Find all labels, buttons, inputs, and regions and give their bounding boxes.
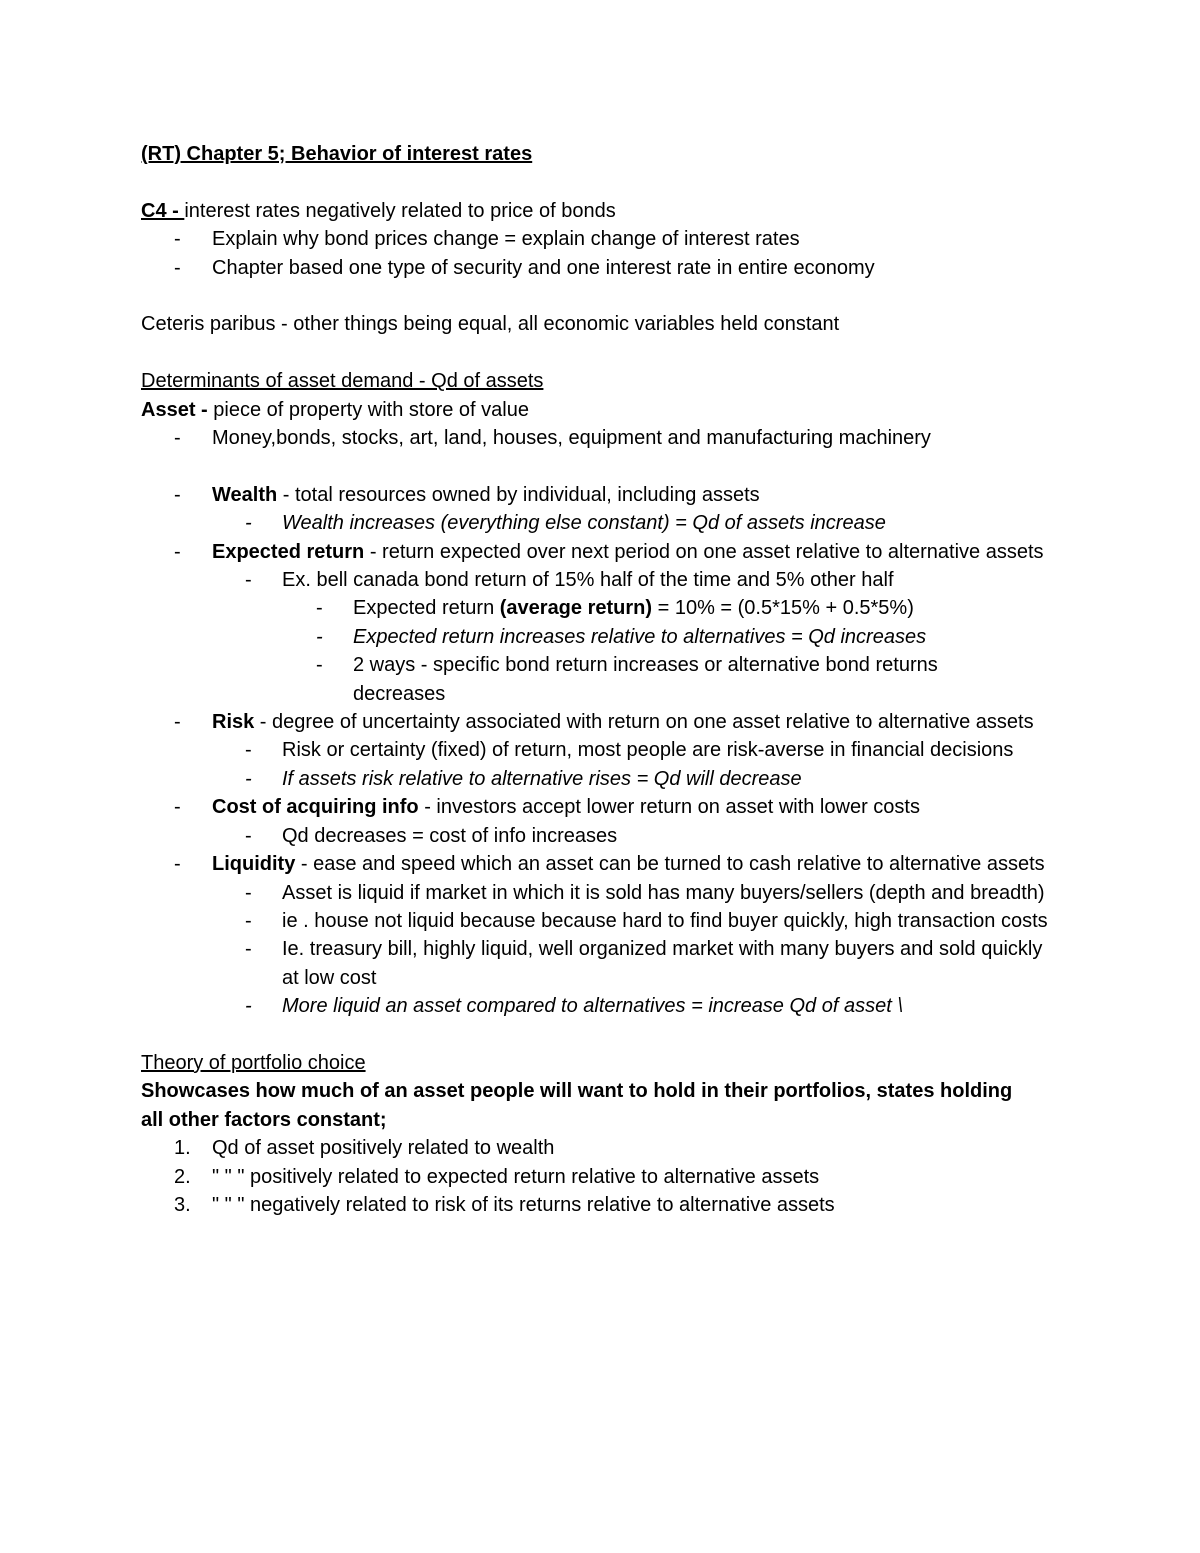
section-heading-determinants: Determinants of asset demand - Qd of assets: [141, 370, 544, 393]
numbered-item: 1. Qd of asset positively related to wealth: [174, 1137, 555, 1160]
c4-label: C4 -: [141, 199, 185, 222]
c4-text: interest rates negatively related to price of bonds: [184, 199, 616, 222]
risk-item: - Risk - degree of uncertainty associated with return on one asset relative to alternative assets: [174, 711, 1034, 734]
list-item: - Qd decreases = cost of info increases: [245, 824, 618, 847]
numbered-item: 2. " " " positively related to expected return relative to alternative assets: [174, 1165, 820, 1188]
list-item: - Ie. treasury bill, highly liquid, well organized market with many buyers and sold quickly at low cost: [245, 938, 1043, 989]
list-item: - Chapter based one type of security and one interest rate in entire economy: [174, 256, 875, 279]
page-title: (RT) Chapter 5; Behavior of interest rates: [141, 143, 533, 165]
asset-definition: Asset - piece of property with store of value: [141, 398, 529, 421]
list-item: - More liquid an asset compared to alternatives = increase Qd of asset \: [245, 995, 903, 1018]
document-body: [141, 140, 1071, 1219]
list-item: - Expected return (average return) = 10% = (0.5*15% + 0.5*5%): [316, 597, 914, 620]
expected-return-item: - Expected return - return expected over next period on one asset relative to alternative assets: [174, 540, 1044, 563]
list-item: - Ex. bell canada bond return of 15% half of the time and 5% other half: [245, 569, 894, 592]
numbered-item: 3. " " " negatively related to risk of its returns relative to alternative assets: [174, 1193, 835, 1216]
list-item: - If assets risk relative to alternative rises = Qd will decrease: [245, 767, 802, 790]
list-item: - ie . house not liquid because because hard to find buyer quickly, high transaction costs: [245, 909, 1048, 932]
list-item: - Risk or certainty (fixed) of return, most people are risk-averse in financial decisions: [245, 739, 1014, 762]
list-item: - Expected return increases relative to alternatives = Qd increases: [316, 625, 927, 648]
list-item: - Asset is liquid if market in which it is sold has many buyers/sellers (depth and breadth): [245, 881, 1045, 904]
section-heading-portfolio: Theory of portfolio choice: [141, 1051, 366, 1074]
wealth-item: - Wealth - total resources owned by individual, including assets: [174, 483, 760, 506]
list-item: - Explain why bond prices change = explain change of interest rates: [174, 228, 800, 251]
liquidity-item: - Liquidity - ease and speed which an asset can be turned to cash relative to alternative assets: [174, 853, 1045, 876]
ceteris-paribus: Ceteris paribus - other things being equal, all economic variables held constant: [141, 313, 840, 336]
list-item: - 2 ways - specific bond return increases or alternative bond returns decreases: [316, 654, 938, 705]
c4-line: [141, 197, 1071, 225]
portfolio-statement: Showcases how much of an asset people will want to hold in their portfolios, states holding all other factors constant;: [141, 1080, 1013, 1131]
list-item: - Wealth increases (everything else constant) = Qd of assets increase: [245, 512, 886, 535]
list-item: - Money,bonds, stocks, art, land, houses, equipment and manufacturing machinery: [174, 427, 931, 450]
cost-of-info-item: - Cost of acquiring info - investors accept lower return on asset with lower costs: [174, 796, 920, 819]
